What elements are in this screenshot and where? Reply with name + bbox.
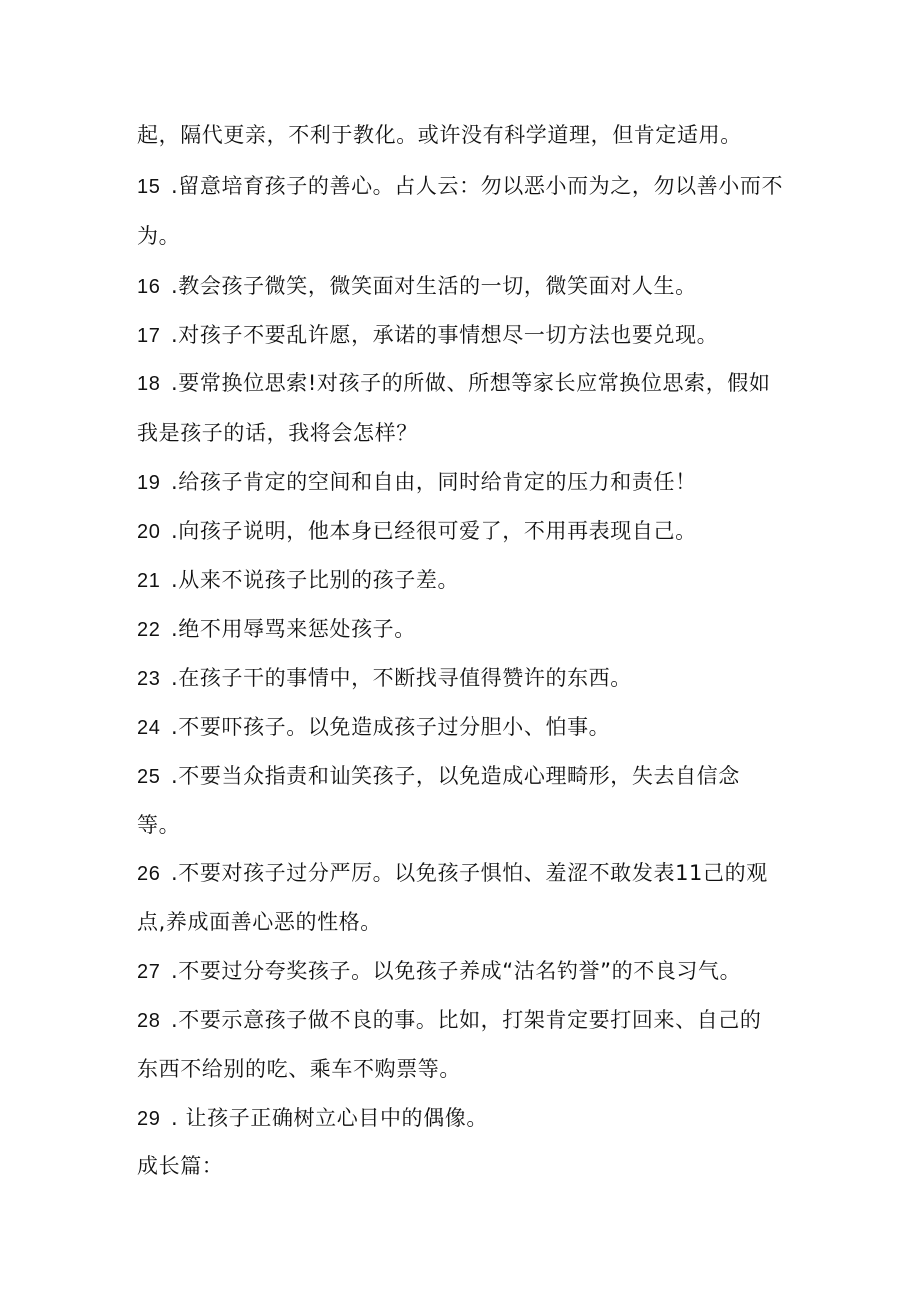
item-text: .不要吓孩子。以免造成孩子过分胆小、怕事。 [171, 715, 611, 739]
item-text: . 让孩子正确树立心目中的偶像。 [171, 1106, 488, 1130]
section-heading [137, 1152, 223, 1180]
line-text: 为。 [137, 224, 181, 248]
item-number: 19 [137, 472, 161, 494]
list-item-21 [137, 566, 459, 595]
item-text: .不要过分夸奖孩子。以免孩子养成“沽名钓誉”的不良习气。 [171, 959, 742, 983]
item-number: 29 [137, 1108, 161, 1130]
list-item-18 [137, 369, 771, 398]
list-item-17 [137, 321, 718, 350]
line-text: 我是孩子的话，我将会怎样？ [137, 421, 418, 445]
text-line-continuation [137, 908, 382, 936]
list-item-15 [137, 172, 783, 201]
text-line-continuation [137, 419, 418, 447]
item-text: .留意培育孩子的善心。占人云：勿以恶小而为之，勿以善小而不 [171, 174, 784, 198]
item-number: 21 [137, 570, 161, 592]
heading-text: 成长篇： [137, 1154, 224, 1178]
item-text: .对孩子不要乱许愿，承诺的事情想尽一切方法也要兑现。 [171, 323, 719, 347]
text-line-1 [137, 121, 742, 149]
item-text: .要常换位思索!对孩子的所做、所想等家长应常换位思索，假如 [171, 371, 771, 395]
list-item-20 [137, 517, 697, 546]
item-number: 22 [137, 619, 161, 641]
item-number: 18 [137, 373, 161, 395]
line-text: 起，隔代更亲，不利于教化。或许没有科学道理，但肯定适用。 [137, 123, 742, 147]
list-item-24 [137, 713, 610, 742]
list-item-16 [137, 272, 697, 301]
line-text: 点,养成面善心恶的性格。 [137, 910, 382, 934]
item-text: .不要示意孩子做不良的事。比如，打架肯定要打回来、自己的 [171, 1008, 762, 1032]
list-item-19 [137, 468, 697, 497]
line-text: 东西不给别的吃、乘车不购票等。 [137, 1057, 461, 1081]
item-text: .从来不说孩子比别的孩子差。 [171, 568, 460, 592]
list-item-23 [137, 664, 632, 693]
item-number: 15 [137, 176, 161, 198]
item-number: 27 [137, 961, 161, 983]
list-item-27 [137, 957, 741, 986]
list-item-26 [137, 859, 768, 888]
item-text: .向孩子说明，他本身已经很可爱了，不用再表现自己。 [171, 519, 697, 543]
item-number: 16 [137, 276, 161, 298]
item-number: 26 [137, 863, 161, 885]
list-item-22 [137, 615, 416, 644]
item-text: .在孩子干的事情中，不断找寻值得赞许的东西。 [171, 666, 632, 690]
item-text: .教会孩子微笑，微笑面对生活的一切，微笑面对人生。 [171, 274, 697, 298]
item-number: 17 [137, 325, 161, 347]
item-number: 23 [137, 668, 161, 690]
item-text: .不要当众指责和讪笑孩子，以免造成心理畸形，失去自信念 [171, 764, 740, 788]
item-number: 25 [137, 766, 161, 788]
item-number: 28 [137, 1010, 161, 1032]
text-line-continuation [137, 811, 180, 839]
line-text: 等。 [137, 813, 181, 837]
list-item-29 [137, 1104, 488, 1133]
item-text: .绝不用辱骂来惩处孩子。 [171, 617, 416, 641]
item-number: 24 [137, 717, 161, 739]
item-text: .不要对孩子过分严厉。以免孩子惧怕、羞涩不敢发表11己的观 [171, 861, 768, 885]
item-number: 20 [137, 521, 161, 543]
text-line-continuation [137, 1055, 461, 1083]
item-text: .给孩子肯定的空间和自由，同时给肯定的压力和责任！ [171, 470, 697, 494]
list-item-25 [137, 762, 740, 791]
list-item-28 [137, 1006, 761, 1035]
text-line-continuation [137, 222, 180, 250]
